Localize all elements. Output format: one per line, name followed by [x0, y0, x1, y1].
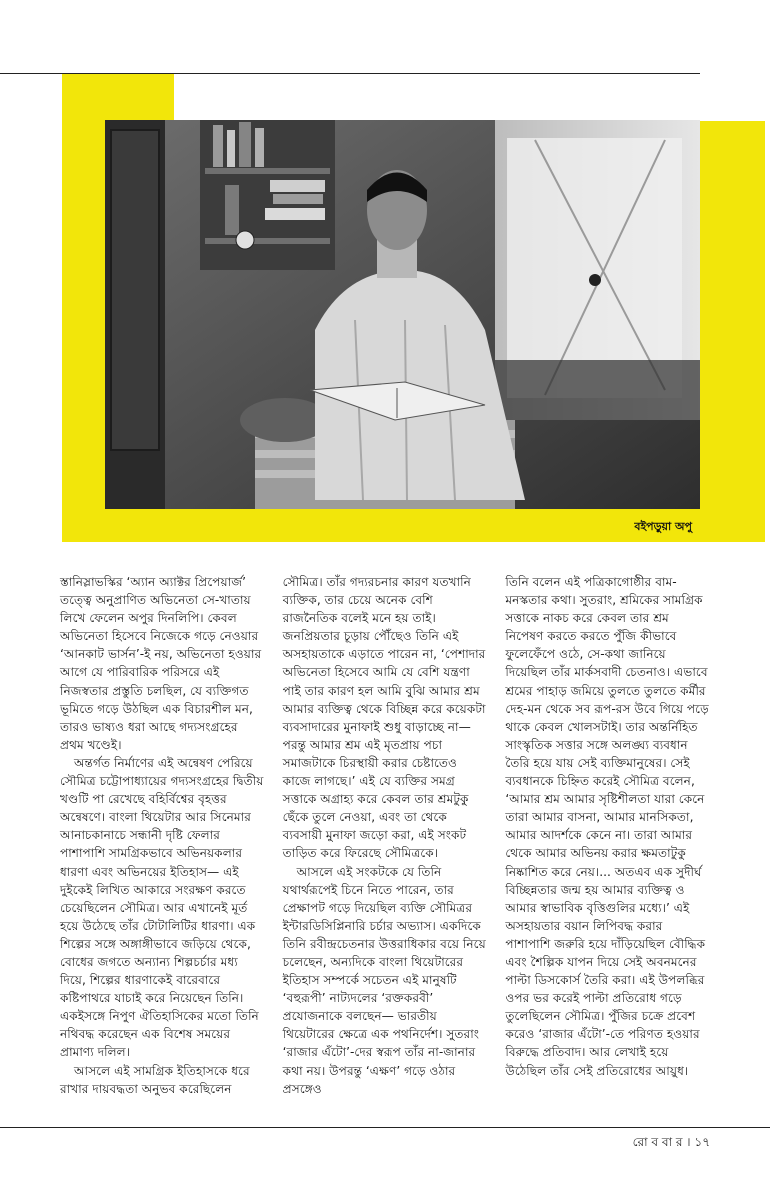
bottom-rule — [0, 1127, 770, 1128]
article-column-3 — [505, 573, 710, 1113]
paragraph: আসলে এই সংকটকে যে তিনি যথার্থরূপেই চিনে নিতে পারেন, তার প্রেক্ষাপট গড়ে দিয়েছিল ব্যক্তি সৌমিত্রর ইন্টারডিসিপ্লিনারি চর্চার অভ্যাস। একদিকে তিনি রবীন্দ্রচেতনার উত্তরাধিকার বয়ে নিয়ে চলেছেন, অন্যদিকে বাংলা থিয়েটারের ইতিহাস সম্পর্কে সচেতন এই মানুষটি ‘বহুরূপী’ নাট্যদলের ‘রক্তকরবী’ প্রযোজনাকে বলছেন— ভারতীয় থিয়েটারের ক্ষেত্রে এক পথনির্দেশ। সুতরাং ‘রাজার এঁটো’-দের স্বরূপ তাঁর না-জানার কথা নয়। উপরন্তু ‘এক্ষণ’ গড়ে ওঠার প্রসঙ্গেও — [282, 864, 486, 1096]
paragraph: স্তানিস্লাভস্কির ‘অ্যান অ্যাক্টর প্রিপেয়ার্জ’ তত্ত্বে অনুপ্রাণিত অভিনেতা সে-খাতায় লিখে ফেলেন অপুর দিনলিপি। কেবল অভিনেতা হিসেবে নিজেকে গড়ে নেওয়ার ‘আনকাট ভার্সন’-ই নয়, অভিনেতা হওয়ার আগে যে পারিবারিক পরিসরে এই নিজস্বতার প্রস্তুতি চলছিল, যে ব্যক্তিগত ভূমিতে গড়ে উঠছিল এক বিচারশীল মন, তারও ভাষ্যও ধরা আছে গদ্যসংগ্রহের প্রথম খণ্ডেই। — [60, 575, 262, 752]
article-column-2 — [283, 573, 488, 1113]
paragraph: তিনি বলেন এই পত্রিকাগোষ্ঠীর বাম-মনস্কতার কথা। সুতরাং, শ্রমিকের সামগ্রিক সত্তাকে নাকচ করে কেবল তার শ্রম নিপেষণ করতে করতে পুঁজি কীভাবে ফুলেফেঁপে ওঠে, সে-কথা জানিয়ে দিয়েছিল তাঁর মার্কসবাদী চেতনাও। এভাবে শ্রমের পাহাড় জমিয়ে তুলতে তুলতে কর্মীর দেহ-মন থেকে সব রূপ-রস উবে গিয়ে পড়ে থাকে কেবল খোলসটাই। তার অন্তর্নিহিত সাংস্কৃতিক সত্তার সঙ্গে অলঙ্ঘ্য ব্যবধান তৈরি হয়ে যায় সেই ব্যক্তিমানুষের। সেই ব্যবধানকে চিহ্নিত করেই সৌমিত্র বলেন, ‘আমার শ্রম আমার সৃষ্টিশীলতা যারা কেনে তারা আমার বাসনা, আমার মানসিকতা, আমার আদর্শকে কেনে না। তারা আমার থেকে আমার অভিনয় করার ক্ষমতাটুকু নিষ্কাশিত করে নেয়।... অতএব এক সুদীর্ঘ বিচ্ছিন্নতার জন্ম হয় আমার ব্যক্তিত্ব ও আমার স্বাভাবিক বৃত্তিগুলির মধ্যে।’ এই অসহায়তার বয়ান লিপিবদ্ধ করার পাশাপাশি জরুরি হয়ে দাঁড়িয়েছিল বৌদ্ধিক এবং শৈল্পিক যাপন দিয়ে সেই অবনমনের পাল্টা ডিসকোর্স তৈরি করা। এই উপলব্ধির ওপর ভর করেই পাল্টা প্রতিরোধ গড়ে তুলেছিলেন সৌমিত্র। পুঁজির চক্রে প্রবেশ করেও ‘রাজার এঁটো’-তে পরিণত হওয়ার বিরুদ্ধে প্রতিবাদ। আর লেখাই হয়ে উঠেছিল তাঁর সেই প্রতিরোধের আয়ুধ। — [505, 575, 709, 1078]
paragraph: অন্তর্গত নির্মাণের এই অন্বেষণ পেরিয়ে সৌমিত্র চট্টোপাধ্যায়ের গদ্যসংগ্রহের দ্বিতীয় খণ্ডটি পা রেখেছে বহির্বিশ্বের বৃহত্তর অন্বেষণে। বাংলা থিয়েটার আর সিনেমার আনাচকানাচে সন্ধানী দৃষ্টি ফেলার পাশাপাশি সামগ্রিকভাবে অভিনয়কলার ধারণা এবং অভিনয়ের ইতিহাস— এই দুইকেই লিখিত আকারে সংরক্ষণ করতে চেয়েছিলেন সৌমিত্র। আর এখানেই মূর্ত হয়ে উঠেছে তাঁর টোটালিটির ধারণা। এক শিল্পের সঙ্গে অঙ্গাঙ্গীভাবে জড়িয়ে থেকে, বোধের জগতে অন্যান্য শিল্পচর্চার মধ্য দিয়ে, শিল্পের ধারণাকেই বারেবারে কষ্টিপাথরে যাচাই করে নিয়েছেন তিনি। একইসঙ্গে নিপুণ ঐতিহাসিকের মতো তিনি নথিবদ্ধ করেছেন এক বিশেষ সময়ের প্রামাণ্য দলিল। — [60, 755, 264, 1060]
paragraph: আসলে এই সামগ্রিক ইতিহাসকে ধরে রাখার দায়বদ্ধতা অনুভব করেছিলেন — [60, 1063, 250, 1096]
photo-caption: বইপড়ুয়া অপু — [634, 520, 692, 533]
article-body — [60, 573, 710, 1113]
photo-reading-apu — [105, 120, 700, 509]
yellow-accent-block — [62, 74, 174, 122]
page-footer: রো ব বা র । ১৭ — [632, 1135, 710, 1149]
paragraph: সৌমিত্র। তাঁর গদ্যরচনার কারণ যতখানি ব্যক্তিক, তার চেয়ে অনেক বেশি রাজনৈতিক বলেই মনে হয় তাই। জনপ্রিয়তার চূড়ায় পৌঁছেও তিনি এই অসহায়তাকে এড়াতে পারেন না, ‘পেশাদার অভিনেতা হিসেবে আমি যে বেশি যন্ত্রণা পাই তার কারণ হল আমি বুঝি আমার শ্রম আমার ব্যক্তিত্ব থেকে বিচ্ছিন্ন করে কয়েকটা ব্যবসাদারের মুনাফাই শুধু বাড়াচ্ছে না— পরন্তু আমার শ্রম এই মৃতপ্রায় পচা সমাজটাকে চিরস্থায়ী করার চেষ্টাতেও কাজে লাগছে।’ এই যে ব্যক্তির সমগ্র সত্তাকে অগ্রাহ্য করে কেবল তার শ্রমটুকু ছেঁকে তুলে নেওয়া, এবং তা থেকে ব্যবসায়ী মুনাফা জড়ো করা, এই সংকট তাড়িত করে ফিরেছে সৌমিত্রকে। — [282, 575, 486, 861]
article-column-1 — [60, 573, 265, 1113]
